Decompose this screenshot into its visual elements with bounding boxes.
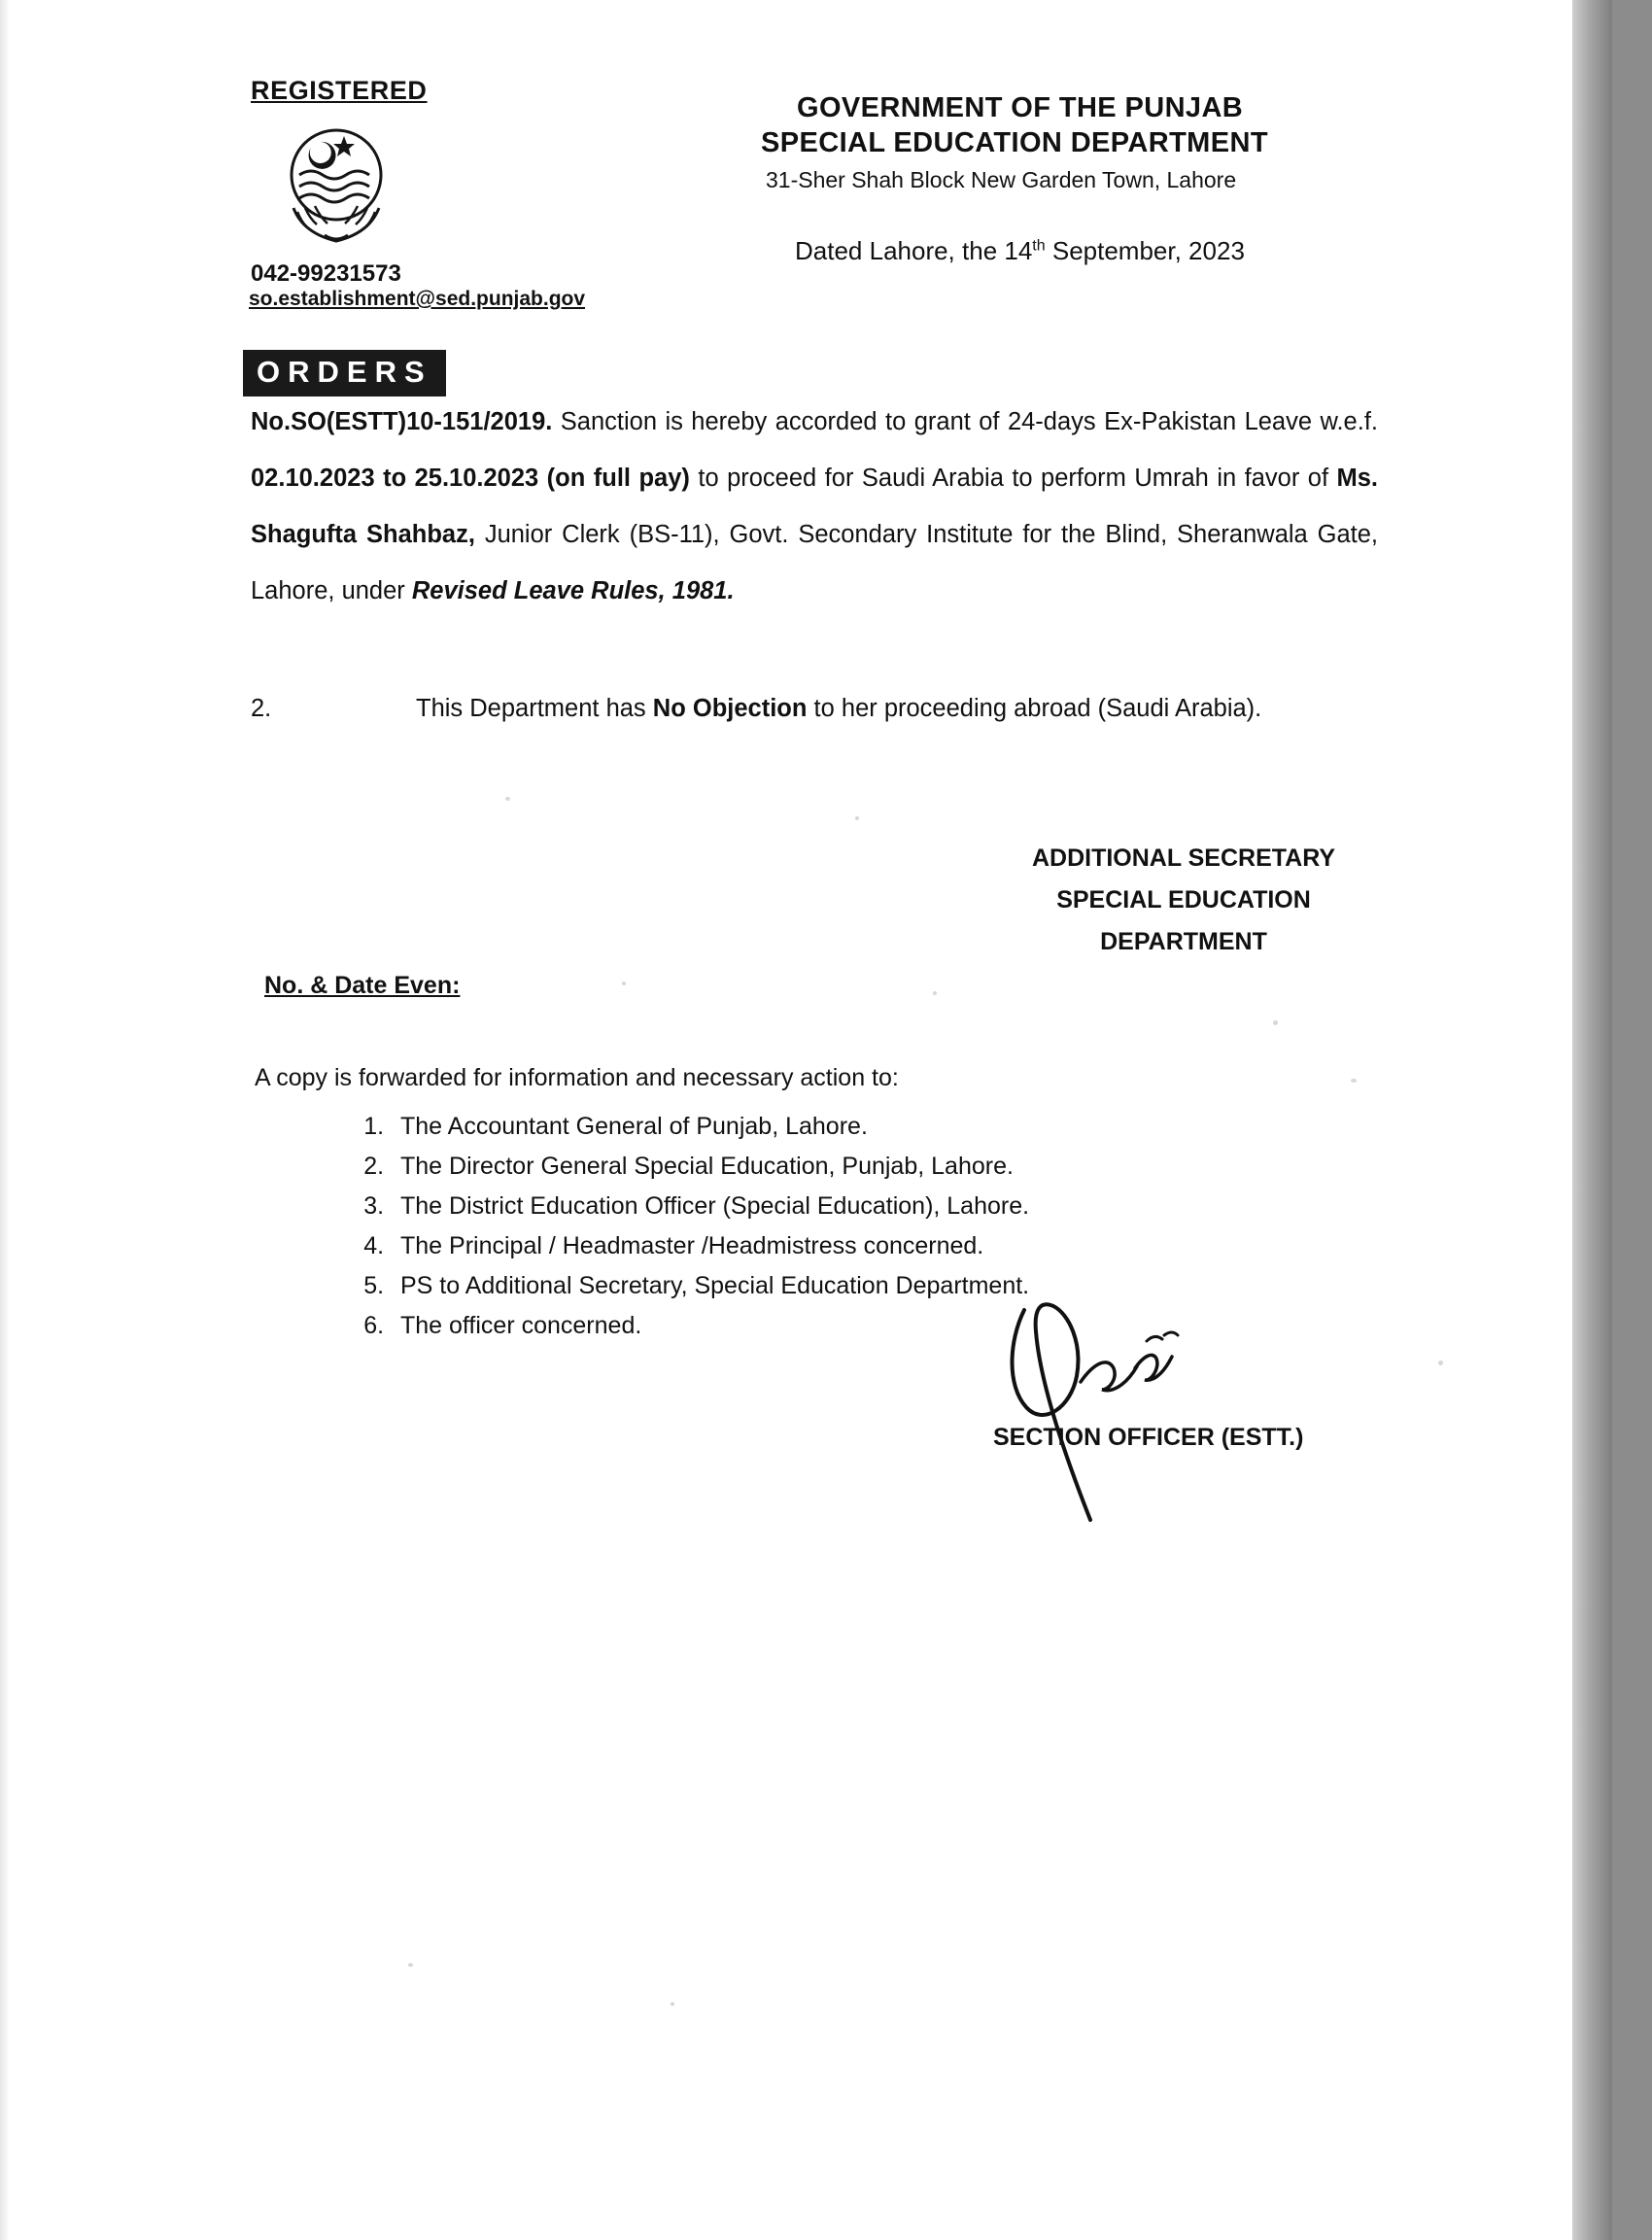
list-item: 3. The District Education Officer (Special Education), Lahore.: [391, 1188, 1029, 1224]
scan-speck: [671, 2002, 674, 2006]
sig1-line-3: DEPARTMENT: [1100, 928, 1267, 955]
sig1-line-1: ADDITIONAL SECRETARY: [1031, 844, 1336, 872]
signature-block-section-officer: SECTION OFFICER (ESTT.): [993, 1424, 1304, 1451]
order-reference-number: No.SO(ESTT)10-151/2019.: [251, 408, 553, 435]
punjab-government-crest-icon: [268, 115, 404, 251]
paragraph-two-number: 2.: [251, 695, 272, 722]
dated-line: [795, 236, 1245, 266]
orders-heading: ORDERS: [243, 350, 446, 396]
list-item: 5. PS to Additional Secretary, Special Education Department.: [391, 1267, 1029, 1304]
scan-speck: [855, 816, 859, 820]
list-item: 1. The Accountant General of Punjab, Lahore.: [391, 1108, 1029, 1145]
list-item: 4. The Principal / Headmaster /Headmistress concerned.: [391, 1227, 1029, 1264]
recipients-list: [358, 1108, 1029, 1347]
letterhead-address: 31-Sher Shah Block New Garden Town, Lahore: [766, 167, 1237, 192]
paragraph-one-text-b: to proceed for Saudi Arabia to perform Umrah in favor of: [689, 465, 1337, 492]
signature-block-additional-secretary: [989, 838, 1378, 963]
officer-name: Ms. Shagufta Shahbaz,: [251, 465, 1378, 548]
sig1-line-2: SPECIAL EDUCATION: [1056, 886, 1311, 913]
list-item: 2. The Director General Special Education, Punjab, Lahore.: [391, 1148, 1029, 1185]
email-address: so.establishment@sed.punjab.gov: [249, 288, 586, 310]
paragraph-one: [251, 394, 1378, 619]
paragraph-one-text-a: Sanction is hereby accorded to grant of 24-days Ex-Pakistan Leave w.e.f.: [552, 408, 1378, 435]
no-objection-emphasis: No Objection: [652, 695, 808, 722]
paragraph-two-text-a: This Department has: [416, 695, 653, 722]
paragraph-two: [251, 680, 1378, 737]
registered-stamp: REGISTERED: [251, 76, 428, 105]
scan-speck: [1438, 1361, 1443, 1365]
paragraph-two-text-b: to her proceeding abroad (Saudi Arabia).: [807, 695, 1262, 722]
letterhead-government: GOVERNMENT OF THE PUNJAB: [797, 92, 1244, 123]
scan-speck: [1351, 1079, 1357, 1083]
dated-suffix: September, 2023: [1045, 236, 1245, 265]
paragraph-one-text-c: Junior Clerk (BS-11), Govt. Secondary Institute for the Blind, Sheranwala Gate, Lahore, under: [251, 521, 1378, 604]
scan-speck: [505, 797, 510, 801]
dated-prefix: Dated Lahore, the 14: [795, 236, 1033, 265]
leave-dates: 02.10.2023 to 25.10.2023 (on full pay): [251, 465, 690, 492]
phone-number: 042-99231573: [251, 260, 401, 287]
scan-speck: [1273, 1020, 1278, 1025]
rules-citation: Revised Leave Rules, 1981.: [411, 577, 735, 604]
copy-forwarded-line: A copy is forwarded for information and necessary action to:: [255, 1064, 899, 1091]
scan-edge: [1572, 0, 1612, 2240]
scan-speck: [933, 991, 937, 995]
no-and-date-even-heading: No. & Date Even:: [264, 972, 461, 999]
list-item: 6. The officer concerned.: [391, 1307, 1029, 1344]
dated-superscript: th: [1032, 237, 1046, 255]
letterhead-department: SPECIAL EDUCATION DEPARTMENT: [761, 127, 1268, 158]
scan-speck: [408, 1963, 413, 1967]
handwritten-signature: [1001, 1292, 1254, 1535]
scan-speck: [622, 982, 626, 985]
